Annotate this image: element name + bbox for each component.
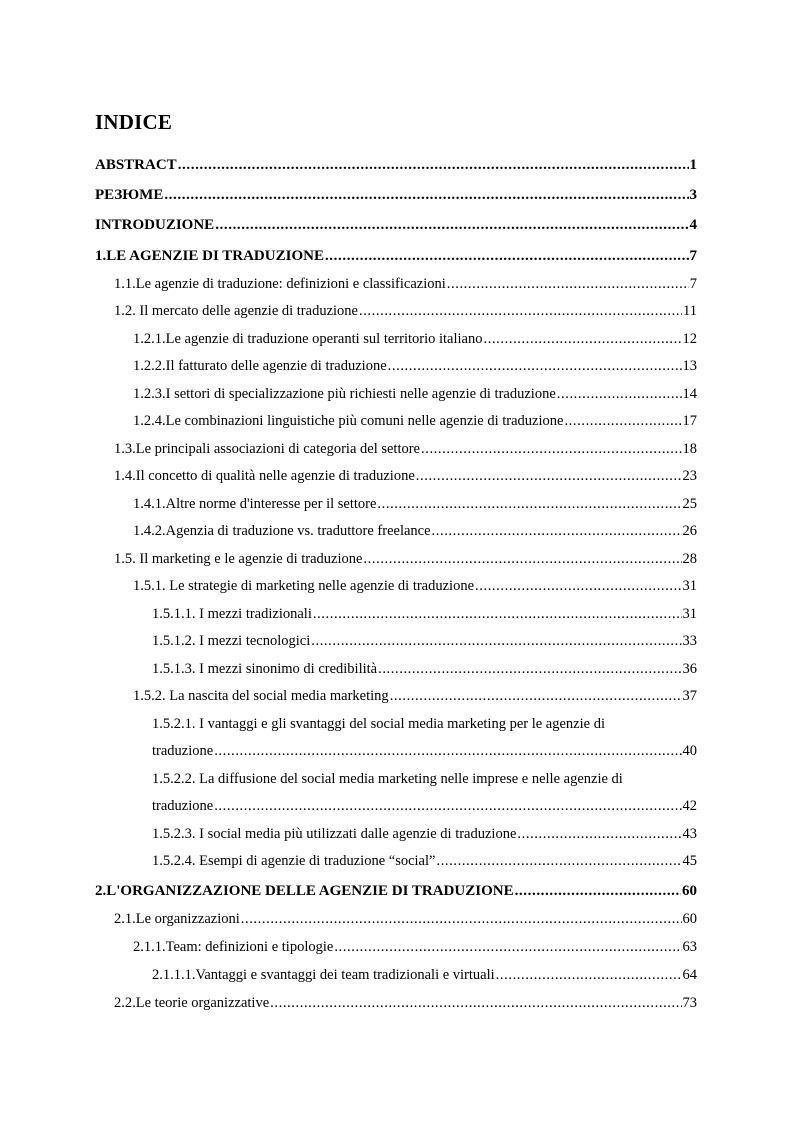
toc-entry-page: 42	[682, 798, 697, 814]
toc-entry-label: 1.LE AGENZIE DI TRADUZIONE	[95, 248, 324, 264]
toc-entry-1-5-1-2[interactable]	[152, 628, 697, 655]
toc-entry-page: 43	[682, 826, 697, 842]
dot-leader	[334, 934, 681, 961]
toc-entry-page: 28	[682, 551, 697, 567]
toc-entry-1-5-2-1-first-line[interactable]: 1.5.2.1. I vantaggi e gli svantaggi del social media marketing per le agenzie di	[152, 716, 605, 732]
toc-entry-1-2-4[interactable]	[133, 408, 697, 435]
dot-leader	[390, 683, 682, 710]
toc-entry-label: 1.5.2.3. I social media più utilizzati dalle agenzie di traduzione	[152, 826, 517, 842]
toc-entry-label: 1.2.3.I settori di specializzazione più richiesti nelle agenzie di traduzione	[133, 386, 556, 402]
dot-leader	[311, 628, 681, 655]
toc-entry-1-5[interactable]	[114, 546, 697, 573]
toc-entry-label: 1.2.1.Le agenzie di traduzione operanti sul territorio italiano	[133, 331, 483, 347]
toc-entry-label: 2.1.Le organizzazioni	[114, 911, 240, 927]
toc-entry-label: 2.1.1.1.Vantaggi e svantaggi dei team tradizionali e virtuali	[152, 967, 495, 983]
dot-leader	[475, 573, 681, 600]
toc-entry-1-3[interactable]	[114, 436, 697, 463]
dot-leader	[515, 878, 681, 905]
toc-entry-1-2-2[interactable]	[133, 353, 697, 380]
toc-entry-1-5-1[interactable]	[133, 573, 697, 600]
toc-entry-page: 26	[682, 523, 697, 539]
dot-leader	[270, 990, 681, 1017]
toc-entry-label: 1.2.4.Le combinazioni linguistiche più comuni nelle agenzie di traduzione	[133, 413, 564, 429]
toc-entry-label: 1.5.2.4. Esempi di agenzie di traduzione “social”	[152, 853, 436, 869]
toc-entry-label: traduzione	[152, 798, 214, 814]
toc-entry-label: 1.5.1.1. I mezzi tradizionali	[152, 606, 312, 622]
toc-entry-label: 1.4.1.Altre norme d'interesse per il settore	[133, 496, 377, 512]
dot-leader	[214, 793, 681, 820]
toc-entry-label: 2.L'ORGANIZZAZIONE DELLE AGENZIE DI TRADUZIONE	[95, 883, 514, 899]
toc-entry-label: 1.5.2. La nascita del social media marketing	[133, 688, 389, 704]
toc-entry-page: 37	[682, 688, 697, 704]
dot-leader	[215, 212, 688, 239]
toc-entry-2-2[interactable]	[114, 990, 697, 1017]
toc-entry-label: 1.5.1.3. I mezzi sinonimo di credibilità	[152, 661, 378, 677]
dot-leader	[359, 298, 682, 325]
dot-leader	[416, 463, 682, 490]
toc-entry-page: 12	[682, 331, 697, 347]
dot-leader	[517, 821, 681, 848]
toc-entry-label: 1.1.Le agenzie di traduzione: definizioni e classificazioni	[114, 276, 446, 292]
toc-entry-page: 25	[682, 496, 697, 512]
toc-entry-page: 60	[682, 883, 697, 899]
dot-leader	[363, 546, 681, 573]
toc-entry-1-5-2-3[interactable]	[152, 821, 697, 848]
toc-entry-label: 1.3.Le principali associazioni di categoria del settore	[114, 441, 420, 457]
dot-leader	[388, 353, 682, 380]
toc-entry-page: 31	[682, 578, 697, 594]
toc-entry-page: 36	[682, 661, 697, 677]
toc-entry-1-5-2-2-first-line[interactable]: 1.5.2.2. La diffusione del social media marketing nelle imprese e nelle agenzie di	[152, 771, 623, 787]
toc-entry-chapter-2[interactable]	[95, 878, 697, 905]
toc-entry-label: 1.5.1.2. I mezzi tecnologici	[152, 633, 311, 649]
toc-entry-2-1-1[interactable]	[133, 934, 697, 961]
toc-entry-page: 1	[689, 157, 697, 173]
toc-entry-page: 14	[682, 386, 697, 402]
toc-entry-1-4-2[interactable]	[133, 518, 697, 545]
toc-entry-page: 7	[689, 248, 697, 264]
toc-entry-label: 2.2.Le teorie organizzative	[114, 995, 270, 1011]
toc-entry-page: 31	[682, 606, 697, 622]
dot-leader	[447, 271, 689, 298]
toc-entry-1-5-1-3[interactable]	[152, 656, 697, 683]
toc-entry-page: 45	[682, 853, 697, 869]
toc-entry-2-1-1-1[interactable]	[152, 962, 697, 989]
toc-entry-page: 63	[682, 939, 697, 955]
toc-entry-page: 11	[683, 303, 697, 319]
toc-entry-label: INTRODUZIONE	[95, 217, 215, 233]
dot-leader	[484, 326, 682, 353]
toc-entry-page: 18	[682, 441, 697, 457]
toc-entry-label: РЕЗЮМЕ	[95, 187, 164, 203]
toc-entry-label: traduzione	[152, 743, 214, 759]
toc-entry-label: 1.4.Il concetto di qualità nelle agenzie di traduzione	[114, 468, 415, 484]
toc-entry-chapter-1[interactable]	[95, 243, 697, 270]
toc-entry-1-4-1[interactable]	[133, 491, 697, 518]
dot-leader	[564, 408, 681, 435]
toc-entry-page: 40	[682, 743, 697, 759]
toc-entry-page: 13	[682, 358, 697, 374]
toc-entry-label: 2.1.1.Team: definizioni e tipologie	[133, 939, 334, 955]
toc-entry-abstract[interactable]	[95, 152, 697, 179]
toc-entry-1-2-1[interactable]	[133, 326, 697, 353]
toc-entry-page: 60	[682, 911, 697, 927]
toc-entry-page: 4	[689, 217, 697, 233]
toc-entry-1-2[interactable]	[114, 298, 697, 325]
toc-entry-introduzione[interactable]	[95, 212, 697, 239]
toc-entry-1-2-3[interactable]	[133, 381, 697, 408]
dot-leader	[241, 906, 682, 933]
toc-entry-label: 1.2. Il mercato delle agenzie di traduzione	[114, 303, 358, 319]
toc-entry-rezyume[interactable]	[95, 182, 697, 209]
toc-entry-label: 1.5. Il marketing e le agenzie di traduzione	[114, 551, 363, 567]
dot-leader	[214, 738, 681, 765]
toc-entry-page: 33	[682, 633, 697, 649]
page-title: INDICE	[95, 110, 173, 134]
dot-leader	[313, 601, 682, 628]
toc-entry-label: 1.4.2.Agenzia di traduzione vs. traduttore freelance	[133, 523, 431, 539]
dot-leader	[178, 152, 689, 179]
toc-entry-1-1[interactable]	[114, 271, 697, 298]
toc-entry-1-4[interactable]	[114, 463, 697, 490]
dot-leader	[164, 182, 688, 209]
toc-entry-1-5-2-4[interactable]	[152, 848, 697, 875]
toc-entry-label: 1.5.1. Le strategie di marketing nelle agenzie di traduzione	[133, 578, 475, 594]
toc-entry-label: 1.2.2.Il fatturato delle agenzie di traduzione	[133, 358, 387, 374]
toc-entry-page: 73	[682, 995, 697, 1011]
toc-entry-1-5-1-1[interactable]	[152, 601, 697, 628]
dot-leader	[496, 962, 682, 989]
toc-entry-label: ABSTRACT	[95, 157, 177, 173]
toc-entry-page: 17	[682, 413, 697, 429]
toc-entry-1-5-2[interactable]	[133, 683, 697, 710]
toc-entry-1-5-2-2[interactable]	[152, 793, 697, 820]
dot-leader	[557, 381, 682, 408]
toc-entry-1-5-2-1[interactable]	[152, 738, 697, 765]
dot-leader	[325, 243, 689, 270]
dot-leader	[378, 656, 681, 683]
dot-leader	[421, 436, 682, 463]
toc-entry-page: 64	[682, 967, 697, 983]
toc-entry-2-1[interactable]	[114, 906, 697, 933]
toc-entry-page: 3	[689, 187, 697, 203]
dot-leader	[377, 491, 681, 518]
toc-entry-page: 7	[689, 276, 697, 292]
dot-leader	[436, 848, 681, 875]
dot-leader	[432, 518, 682, 545]
toc-entry-page: 23	[682, 468, 697, 484]
